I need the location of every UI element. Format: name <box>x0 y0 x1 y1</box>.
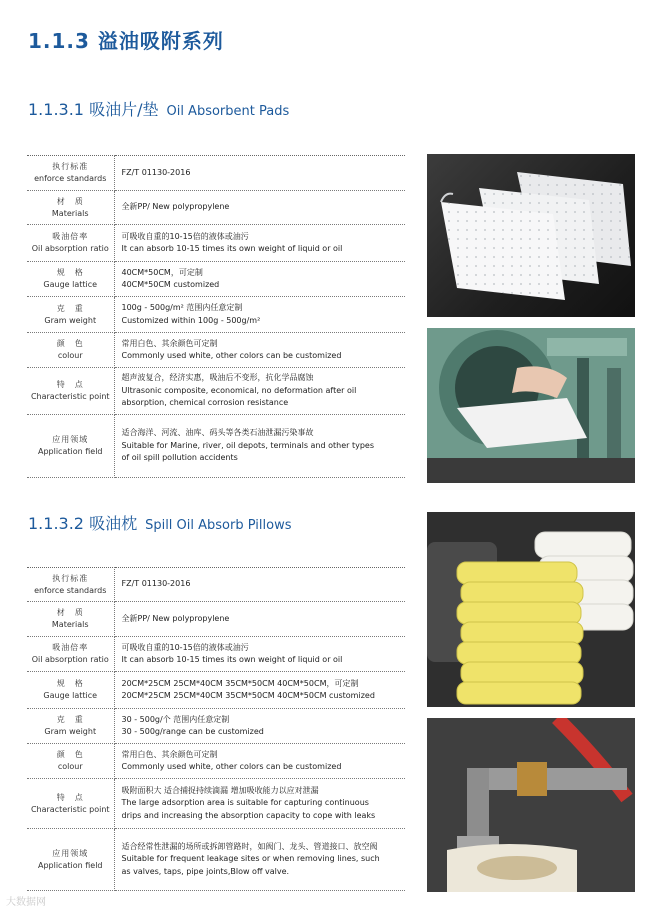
absorb-pillows-image <box>427 512 635 707</box>
product-photo-pipe <box>427 718 635 892</box>
product-photo-pillows <box>427 512 635 707</box>
spec-value-line: Suitable for Marine, river, oil depots, terminals and other types <box>121 440 375 450</box>
spec-label <box>27 191 114 225</box>
spec-value <box>114 415 405 478</box>
spec-label-en: colour <box>57 762 83 771</box>
spec-label-en: Characteristic point <box>30 392 110 401</box>
spec-row <box>27 602 405 637</box>
spec-label-cn: 应用领域 <box>52 848 89 858</box>
spec-value-line: drips and increasing the absorption capacity to cope with leaks <box>121 810 376 820</box>
spec-value-line: 30 - 500g/range can be customized <box>121 727 264 736</box>
spec-row <box>27 568 405 602</box>
spec-value-line: as valves, taps, pipe joints,Blow off valve. <box>121 866 290 876</box>
spec-label <box>27 744 114 779</box>
spec-value-line: 全新PP/ New polypropylene <box>121 202 230 212</box>
spec-label-cn: 颜 色 <box>56 339 84 348</box>
spec-row <box>27 333 405 368</box>
spec-value <box>114 568 405 602</box>
spec-row <box>27 297 405 333</box>
spec-value <box>114 333 405 368</box>
spec-label-en: Materials <box>51 208 89 218</box>
spec-value-line: 可吸收自重的10-15倍的液体或油污 <box>121 642 249 652</box>
spec-label <box>27 779 114 829</box>
spec-label-cn: 执行标准 <box>52 162 89 171</box>
spec-label <box>27 602 114 637</box>
spec-value-line: 20CM*25CM 25CM*40CM 35CM*50CM 40CM*50CM customized <box>121 691 375 700</box>
spec-label <box>27 297 114 333</box>
spec-row <box>27 191 405 225</box>
spec-label-en: Characteristic point <box>30 804 110 814</box>
spec-value-line: 40CM*50CM customized <box>121 280 220 289</box>
section-title-pillows <box>28 511 292 534</box>
spec-label-en: Application field <box>37 860 103 870</box>
spec-value <box>114 744 405 779</box>
spec-label-cn: 规 格 <box>56 679 84 688</box>
section-title-pads <box>28 97 289 120</box>
spec-table-pillows <box>27 567 405 891</box>
spec-value-line: 可吸收自重的10-15倍的液体或油污 <box>121 231 249 241</box>
spec-label-en: Application field <box>37 447 103 456</box>
spec-value-line: 常用白色、其余颜色可定制 <box>121 338 218 348</box>
spec-label-cn: 克 重 <box>56 715 84 724</box>
pad-usage-image <box>427 328 635 483</box>
spec-label-en: Gram weight <box>44 315 97 325</box>
spec-label <box>27 225 114 262</box>
spec-label-en: Gram weight <box>44 727 97 736</box>
spec-label-cn: 规 格 <box>56 268 84 277</box>
spec-label-cn: 克 重 <box>56 303 84 313</box>
spec-value-line: It can absorb 10-15 times its own weight of liquid or oil <box>121 244 343 253</box>
spec-value <box>114 709 405 744</box>
absorbent-pads-image <box>427 154 635 317</box>
section-title-cn: 1.1.3.2 吸油枕 <box>28 514 138 533</box>
spec-label-cn: 吸油倍率 <box>52 643 89 652</box>
spec-value <box>114 672 405 709</box>
pipe-leak-image <box>427 718 635 892</box>
spec-value-line: Customized within 100g - 500g/m² <box>121 315 261 325</box>
spec-row <box>27 637 405 672</box>
spec-label-cn: 材 质 <box>56 608 84 617</box>
watermark: 大数据网 <box>6 897 46 908</box>
spec-row <box>27 368 405 415</box>
spec-label-en: colour <box>57 351 83 360</box>
section-title-cn: 1.1.3.1 吸油片/垫 <box>28 100 159 119</box>
spec-label-en: Gauge lattice <box>43 280 98 289</box>
spec-label <box>27 333 114 368</box>
spec-label-cn: 执行标准 <box>52 573 89 583</box>
spec-label-cn: 吸油倍率 <box>52 232 89 241</box>
spec-label <box>27 637 114 672</box>
spec-label-en: Materials <box>51 620 89 629</box>
spec-label <box>27 415 114 478</box>
spec-value <box>114 156 405 191</box>
spec-value <box>114 637 405 672</box>
spec-value-line: 30 - 500g/个 范围内任意定制 <box>121 714 230 724</box>
spec-row <box>27 744 405 779</box>
spec-value <box>114 297 405 333</box>
spec-value <box>114 191 405 225</box>
spec-value-line: 常用白色、其余颜色可定制 <box>121 749 218 759</box>
spec-label-en: Oil absorption ratio <box>31 655 109 664</box>
spec-label-cn: 颜 色 <box>56 750 84 759</box>
spec-label <box>27 156 114 191</box>
spec-value-line: The large adsorption area is suitable for capturing continuous <box>121 798 369 808</box>
spec-label <box>27 368 114 415</box>
spec-label <box>27 709 114 744</box>
spec-row <box>27 262 405 297</box>
spec-label-en: Gauge lattice <box>43 691 98 700</box>
spec-value-line: 超声波复合，经济实惠，吸油后不变形，抗化学品腐蚀 <box>121 373 314 383</box>
spec-value-line: of oil spill pollution accidents <box>121 453 238 463</box>
spec-row <box>27 709 405 744</box>
spec-table-pads <box>27 155 405 478</box>
spec-value-line: 适合海洋、河流、油库、码头等各类石油泄漏污染事故 <box>121 428 314 438</box>
spec-row <box>27 829 405 891</box>
spec-row <box>27 779 405 829</box>
spec-value-line: 40CM*50CM，可定制 <box>121 267 203 277</box>
spec-value-line: absorption, chemical corrosion resistance <box>121 398 289 408</box>
spec-value <box>114 262 405 297</box>
spec-value-line: 100g - 500g/m² 范围内任意定制 <box>121 303 243 312</box>
spec-label <box>27 262 114 297</box>
section-title-en: Oil Absorbent Pads <box>166 104 290 119</box>
page-title: 1.1.3 溢油吸附系列 <box>28 29 224 53</box>
spec-value <box>114 779 405 829</box>
spec-row <box>27 415 405 478</box>
product-photo-pads <box>427 154 635 317</box>
spec-label-en: Oil absorption ratio <box>31 244 109 253</box>
spec-row <box>27 225 405 262</box>
spec-label <box>27 829 114 891</box>
spec-label-en: enforce standards <box>34 585 107 595</box>
spec-value <box>114 225 405 262</box>
spec-value-line: Suitable for frequent leakage sites or when removing lines, such <box>121 854 380 864</box>
spec-label <box>27 672 114 709</box>
spec-value-line: It can absorb 10-15 times its own weight of liquid or oil <box>121 655 343 664</box>
spec-label-cn: 特 点 <box>56 792 84 802</box>
spec-value <box>114 368 405 415</box>
spec-value <box>114 829 405 891</box>
spec-label-cn: 应用领域 <box>52 435 89 444</box>
spec-label <box>27 568 114 602</box>
section-title-en: Spill Oil Absorb Pillows <box>145 518 292 533</box>
spec-label-en: enforce standards <box>34 174 107 183</box>
spec-value-line: 全新PP/ New polypropylene <box>121 613 230 623</box>
spec-value-line: FZ/T 01130-2016 <box>121 579 191 589</box>
product-photo-usage <box>427 328 635 483</box>
spec-label-cn: 特 点 <box>56 380 84 389</box>
spec-row <box>27 672 405 709</box>
spec-value-line: 适合经常性泄漏的场所或拆卸管路时，如阀门、龙头、管道接口、放空阀 <box>121 841 378 851</box>
spec-value-line: 吸附面积大 适合捕捉持续滴漏 增加吸收能力以应对泄漏 <box>121 785 319 795</box>
spec-value-line: Commonly used white, other colors can be customized <box>121 351 342 360</box>
spec-label-cn: 材 质 <box>56 196 84 206</box>
spec-value-line: FZ/T 01130-2016 <box>121 167 191 177</box>
spec-value-line: Ultrasonic composite, economical, no deformation after oil <box>121 385 357 395</box>
spec-row <box>27 156 405 191</box>
spec-value <box>114 602 405 637</box>
spec-value-line: Commonly used white, other colors can be customized <box>121 762 342 771</box>
spec-value-line: 20CM*25CM 25CM*40CM 35CM*50CM 40CM*50CM，可定制 <box>121 678 359 688</box>
